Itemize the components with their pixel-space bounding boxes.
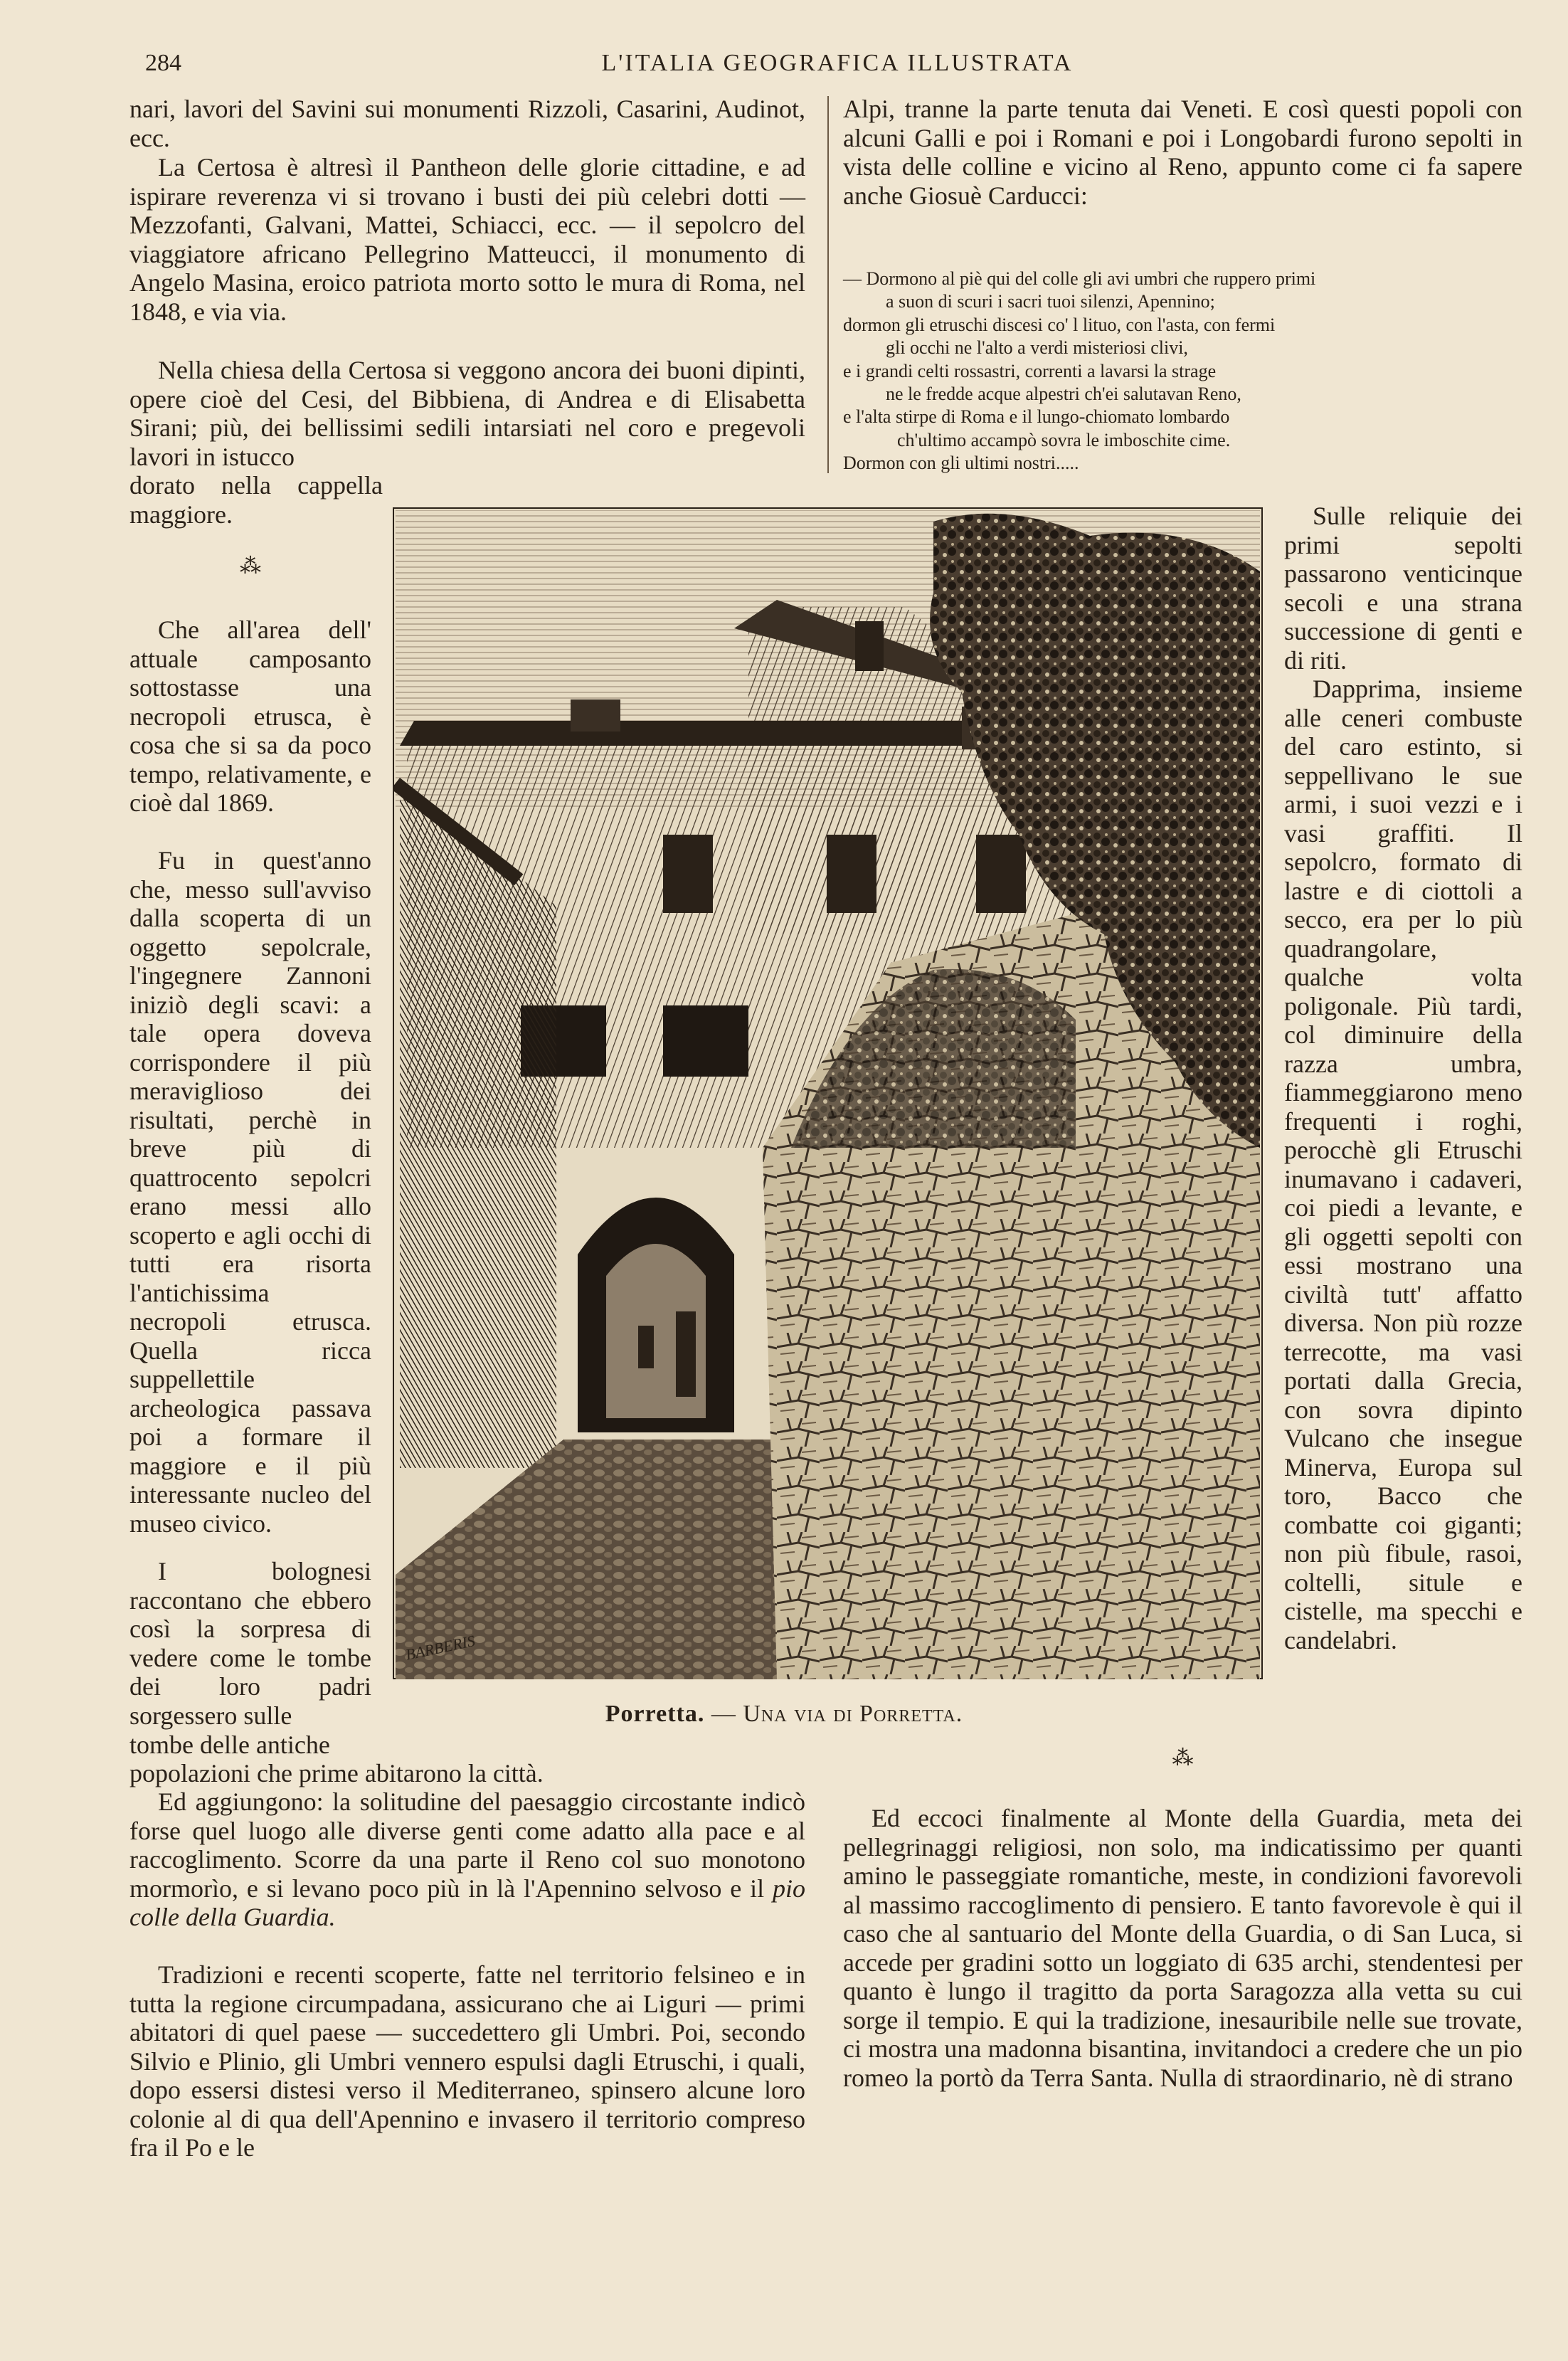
paragraph-chiesa-certosa: Nella chiesa della Certosa si veggono ancora dei buoni dipinti, opere cioè del Cesi, del Bibbiena, di Andrea e di Elisabetta Sirani; più, dei bellissimi sedili intarsiati nel coro e pregevoli lavori in istucco bbox=[129, 356, 805, 471]
section-ornament: ⁂ bbox=[240, 554, 261, 578]
verse-line: ne le fredde acque alpestri ch'ei salutavan Reno, bbox=[886, 384, 1241, 405]
verse-line: a suon di scuri i sacri tuoi silenzi, Apennino; bbox=[886, 291, 1215, 312]
paragraph-chiesa-certosa-end: dorato nella cappella maggiore. bbox=[129, 471, 383, 529]
paragraph-reliquie: Sulle reliquie dei primi sepolti passarono venticinque secoli e una strana successione di genti e di riti. bbox=[1284, 502, 1522, 675]
italic-pio-colle: pio colle della Guardia. bbox=[129, 1874, 806, 1931]
paragraph-zannoni: Fu in quest'anno che, messo sull'avviso dalla scoperta di un oggetto sepolcrale, l'ingegnere Zannoni iniziò degli scavi: a tale opera doveva corrispondere il più meraviglioso dei risultati, perchè in breve più di quattrocento sepolcri erano messi allo scoperto e agli occhi di tutti era risorta l'antichissima necropoli etrusca. Quella ricca suppellettile archeologica passava poi a formare il maggiore e il più interessante nucleo del museo civico. bbox=[129, 846, 371, 1538]
paragraph-tradizioni: Tradizioni e recenti scoperte, fatte nel territorio felsineo e in tutta la regione circumpadana, assicurano che ai Liguri — primi abitatori di quel paese — succedettero gli Umbri. Poi, secondo Silvio e Plinio, gli Umbri vennero espulsi dagli Etruschi, i quali, dopo essersi distesi verso il Mediterraneo, spinsero alcune loro colonie al di qua dell'Apennino e invasero il territorio compreso fra il Po e le bbox=[129, 1960, 805, 2162]
verse-line: gli occhi ne l'alto a verdi misteriosi clivi, bbox=[886, 337, 1188, 359]
window bbox=[663, 1005, 748, 1077]
carducci-verse bbox=[843, 268, 1522, 475]
figure-caption bbox=[0, 1701, 1568, 1728]
page-header bbox=[145, 50, 1530, 85]
caption-text: Una via di Porretta. bbox=[743, 1701, 963, 1727]
window bbox=[663, 835, 713, 913]
paragraph-alpi: Alpi, tranne la parte tenuta dai Veneti. E così questi popoli con alcuni Galli e poi i Romani e poi i Longobardi furono sepolti in vista delle colline e vicino al Reno, appunto come ci fa sapere anche Giosuè Carducci: bbox=[843, 95, 1522, 210]
caption-dash: — bbox=[711, 1701, 736, 1727]
dormer bbox=[571, 699, 620, 731]
paragraph-bolognesi-cont: tombe delle antiche bbox=[129, 1731, 330, 1759]
paragraph-bolognesi-end: popolazioni che prime abitarono la città. bbox=[129, 1759, 544, 1787]
verse-line: e i grandi celti rossastri, correnti a lavarsi la strage bbox=[843, 360, 1217, 381]
paragraph-continued: nari, lavori del Savini sui monumenti Rizzoli, Casarini, Audinot, ecc. bbox=[129, 95, 805, 152]
paragraph-necropoli: Che all'area dell' attuale camposanto sottostasse una necropoli etrusca, è cosa che si sa da poco tempo, relativamente, e cioè dal 1869. bbox=[129, 616, 371, 817]
engraving-via-di-porretta bbox=[393, 507, 1263, 1679]
running-title: L'ITALIA GEOGRAFICA ILLUSTRATA bbox=[601, 50, 1074, 76]
window bbox=[976, 835, 1026, 913]
engraver-signature: BARBERIS bbox=[403, 1631, 477, 1664]
paragraph-monte-guardia: Ed eccoci finalmente al Monte della Guardia, meta dei pellegrinaggi religiosi, non solo, ma indicatissimo per quanti amino le passeggiate romantiche, meste, in condizioni favorevoli al massimo raccoglimento di pensiero. E tanto favorevole è qui il caso che al santuario del Monte della Guardia, o di San Luca, si accede per gradini sotto un loggiato di 635 archi, stendentesi per quanto è lungo il tragitto da porta Saragozza alla vetta su cui sorge il tempio. E qui la tradizione, inesauribile nelle sue trovate, ci mostra una madonna bisantina, invitandoci a credere che un pio romeo la portò da Terra Santa. Nulla di straordinario, nè di strano bbox=[843, 1804, 1522, 2092]
paragraph-bolognesi: I bolognesi raccontano che ebbero così la sorpresa di vedere come le tombe dei loro padri sorgessero sulle bbox=[129, 1557, 371, 1730]
section-ornament: ⁂ bbox=[1172, 1746, 1194, 1770]
paragraph-solitudine-text: Ed aggiungono: la solitudine del paesaggio circostante indicò forse quel luogo alle diverse genti come adatto alla pace e al raccoglimento. Scorre da una parte il Reno col suo monotono mormorìo, e si levano poco più in là l'Apennino selvoso e il bbox=[129, 1787, 805, 1903]
window bbox=[827, 835, 876, 913]
page-number: 284 bbox=[145, 50, 181, 76]
chimney bbox=[855, 621, 884, 671]
column-rule bbox=[827, 96, 829, 473]
paragraph-solitudine bbox=[129, 1787, 805, 1932]
caption-city: Porretta. bbox=[605, 1701, 705, 1727]
figure-person bbox=[676, 1311, 696, 1397]
verse-line: e l'alta stirpe di Roma e il lungo-chiomato lombardo bbox=[843, 406, 1230, 428]
verse-line: ch'ultimo accampò sovra le imboschite cime. bbox=[897, 429, 1231, 450]
paragraph-certosa-pantheon: La Certosa è altresì il Pantheon delle glorie cittadine, e ad ispirare reverenza vi si trovano i busti dei più celebri dotti — Mezzofanti, Galvani, Mattei, Schiacci, ecc. — il sepolcro del viaggiatore africano Pellegrino Matteucci, il monumento di Angelo Masina, eroico patriota morto sotto le mura di Roma, nel 1848, e via via. bbox=[129, 153, 805, 326]
paragraph-dapprima: Dapprima, insieme alle ceneri combuste del caro estinto, si seppellivano le sue armi, i suoi vezzi e i vasi graffiti. Il sepolcro, formato di lastre e di ciottoli a secco, era per lo più quadrangolare, qualche volta poligonale. Più tardi, col diminuire della razza umbra, fiammeggiarono meno frequenti i roghi, perocchè gli Etruschi inumavano i cadaveri, coi piedi a levante, e gli oggetti sepolti con essi mostrano una civiltà tutt' affatto diversa. Non più rozze terrecotte, ma vasi portati dalla Grecia, con sovra dipinto Vulcano che insegue Minerva, Europa sul toro, Bacco che combatte coi giganti; non più fibule, rasoi, coltelli, situle e cistelle, ma specchi e candelabri. bbox=[1284, 675, 1522, 1654]
figure-person bbox=[638, 1326, 654, 1368]
verse-line: Dormon con gli ultimi nostri..... bbox=[843, 453, 1079, 474]
verse-line: dormon gli etruschi discesi co' l lituo, con l'asta, con fermi bbox=[843, 314, 1276, 335]
verse-line: — Dormono al piè qui del colle gli avi umbri che ruppero primi bbox=[843, 268, 1316, 289]
